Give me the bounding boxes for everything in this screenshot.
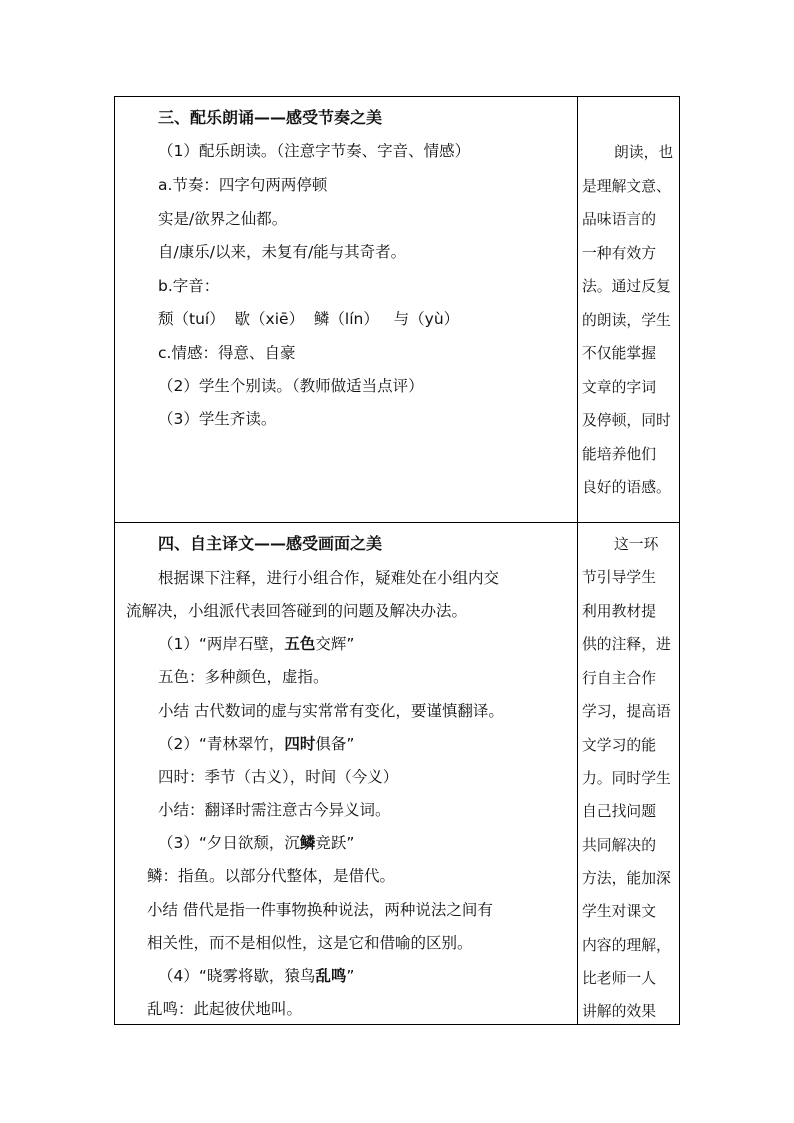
question-3 <box>158 833 354 853</box>
note-line: 共同解决的 <box>582 837 656 854</box>
question-2-text-end: 俱备” <box>315 735 355 753</box>
section3-step2: （2）学生个别读。（教师做适当点评） <box>158 377 424 395</box>
question-4-text: （4）“晓雾将歇，猿鸟 <box>158 967 316 985</box>
question-2-keyword: 四时 <box>284 735 316 753</box>
question-3-summary-line1: 小结 借代是指一件事物换种说法，两种说法之间有 <box>147 901 493 919</box>
note-line: 学习，提高语 <box>582 703 671 720</box>
question-1-summary: 小结 古代数词的虚与实常常有变化，要谨慎翻译。 <box>158 702 504 720</box>
question-4-text-end: ” <box>346 967 355 985</box>
section3-title: 三、配乐朗诵——感受节奏之美 <box>158 108 383 127</box>
note-line: 这一环 <box>614 536 659 553</box>
note-line: 不仅能掌握 <box>582 345 656 362</box>
question-1-keyword: 五色 <box>284 635 316 653</box>
note-line: 及停顿，同时 <box>582 412 671 429</box>
note-line: 行自主合作 <box>582 670 656 687</box>
note-line: 供的注释，进 <box>582 636 671 653</box>
question-1-text-end: 交辉” <box>315 635 355 653</box>
question-4-keyword: 乱鸣 <box>315 967 347 985</box>
section4-content-cell <box>115 523 577 1026</box>
section4-intro-line1: 根据课下注释，进行小组合作，疑难处在小组内交 <box>158 569 500 587</box>
section3-step1: （1）配乐朗读。（注意字节奏、字音、情感） <box>158 142 471 160</box>
note-line: 方法，能加深 <box>582 870 671 887</box>
section4-intro-line2: 流解决，小组派代表回答碰到的问题及解决办法。 <box>126 602 468 620</box>
note-line: 是理解文意、 <box>582 178 671 195</box>
note-line: 比老师一人 <box>582 970 656 987</box>
question-3-text: （3）“夕日欲颓，沉 <box>158 834 300 852</box>
question-4 <box>158 966 354 986</box>
pronunciation-items: 颓（tuí） 歇（xiē） 鳞（lín） 与（yù） <box>158 310 460 328</box>
pronunciation-label: b.字音： <box>158 277 220 295</box>
question-3-keyword: 鳞 <box>299 834 316 852</box>
rhythm-label: a.节奏：四字句两两停顿 <box>158 176 328 194</box>
question-2-note: 四时：季节（古义），时间（今义） <box>158 768 399 786</box>
section4-note-cell <box>578 523 679 1026</box>
note-line: 朗读，也 <box>614 144 674 161</box>
note-line: 内容的理解， <box>582 937 671 954</box>
rhythm-example-1: 实是/欲界之仙都。 <box>158 210 288 228</box>
note-line: 良好的语感。 <box>582 479 671 496</box>
note-line: 法。通过反复 <box>582 278 671 295</box>
rhythm-example-2: 自/康乐/以来，未复有/能与其奇者。 <box>158 243 407 261</box>
note-line: 能培养他们 <box>582 446 656 463</box>
note-line: 文章的字词 <box>582 379 656 396</box>
section3-note-cell <box>578 97 679 522</box>
question-3-text-end: 竞跃” <box>315 834 355 852</box>
note-line: 的朗读，学生 <box>582 312 671 329</box>
note-line: 利用教材提 <box>582 603 656 620</box>
note-line: 一种有效方 <box>582 245 656 262</box>
question-3-note: 鳞：指鱼。以部分代整体，是借代。 <box>147 867 396 885</box>
section3-content-cell <box>115 97 577 522</box>
question-1-text: （1）“两岸石壁， <box>158 635 285 653</box>
note-line: 品味语言的 <box>582 211 656 228</box>
note-line: 力。同时学生 <box>582 770 671 787</box>
note-line: 文学习的能 <box>582 737 656 754</box>
question-1-note: 五色：多种颜色，虚指。 <box>158 668 329 686</box>
question-2-text: （2）“青林翠竹， <box>158 735 285 753</box>
section3-step3: （3）学生齐读。 <box>158 410 277 428</box>
lesson-table <box>114 96 680 1025</box>
emotion-label: c.情感：得意、自豪 <box>158 344 296 362</box>
note-line: 讲解的效果 <box>582 1003 656 1020</box>
question-4-note: 乱鸣：此起彼伏地叫。 <box>147 1000 303 1018</box>
section4-title: 四、自主译文——感受画面之美 <box>158 534 383 553</box>
question-1 <box>158 634 354 654</box>
note-line: 节引导学生 <box>582 569 656 586</box>
note-line: 自己找问题 <box>582 803 656 820</box>
question-2-summary: 小结：翻译时需注意古今异义词。 <box>158 801 391 819</box>
note-line: 学生对课文 <box>582 903 656 920</box>
question-3-summary-line2: 相关性，而不是相似性，这是它和借喻的区别。 <box>147 934 473 952</box>
question-2 <box>158 734 354 754</box>
